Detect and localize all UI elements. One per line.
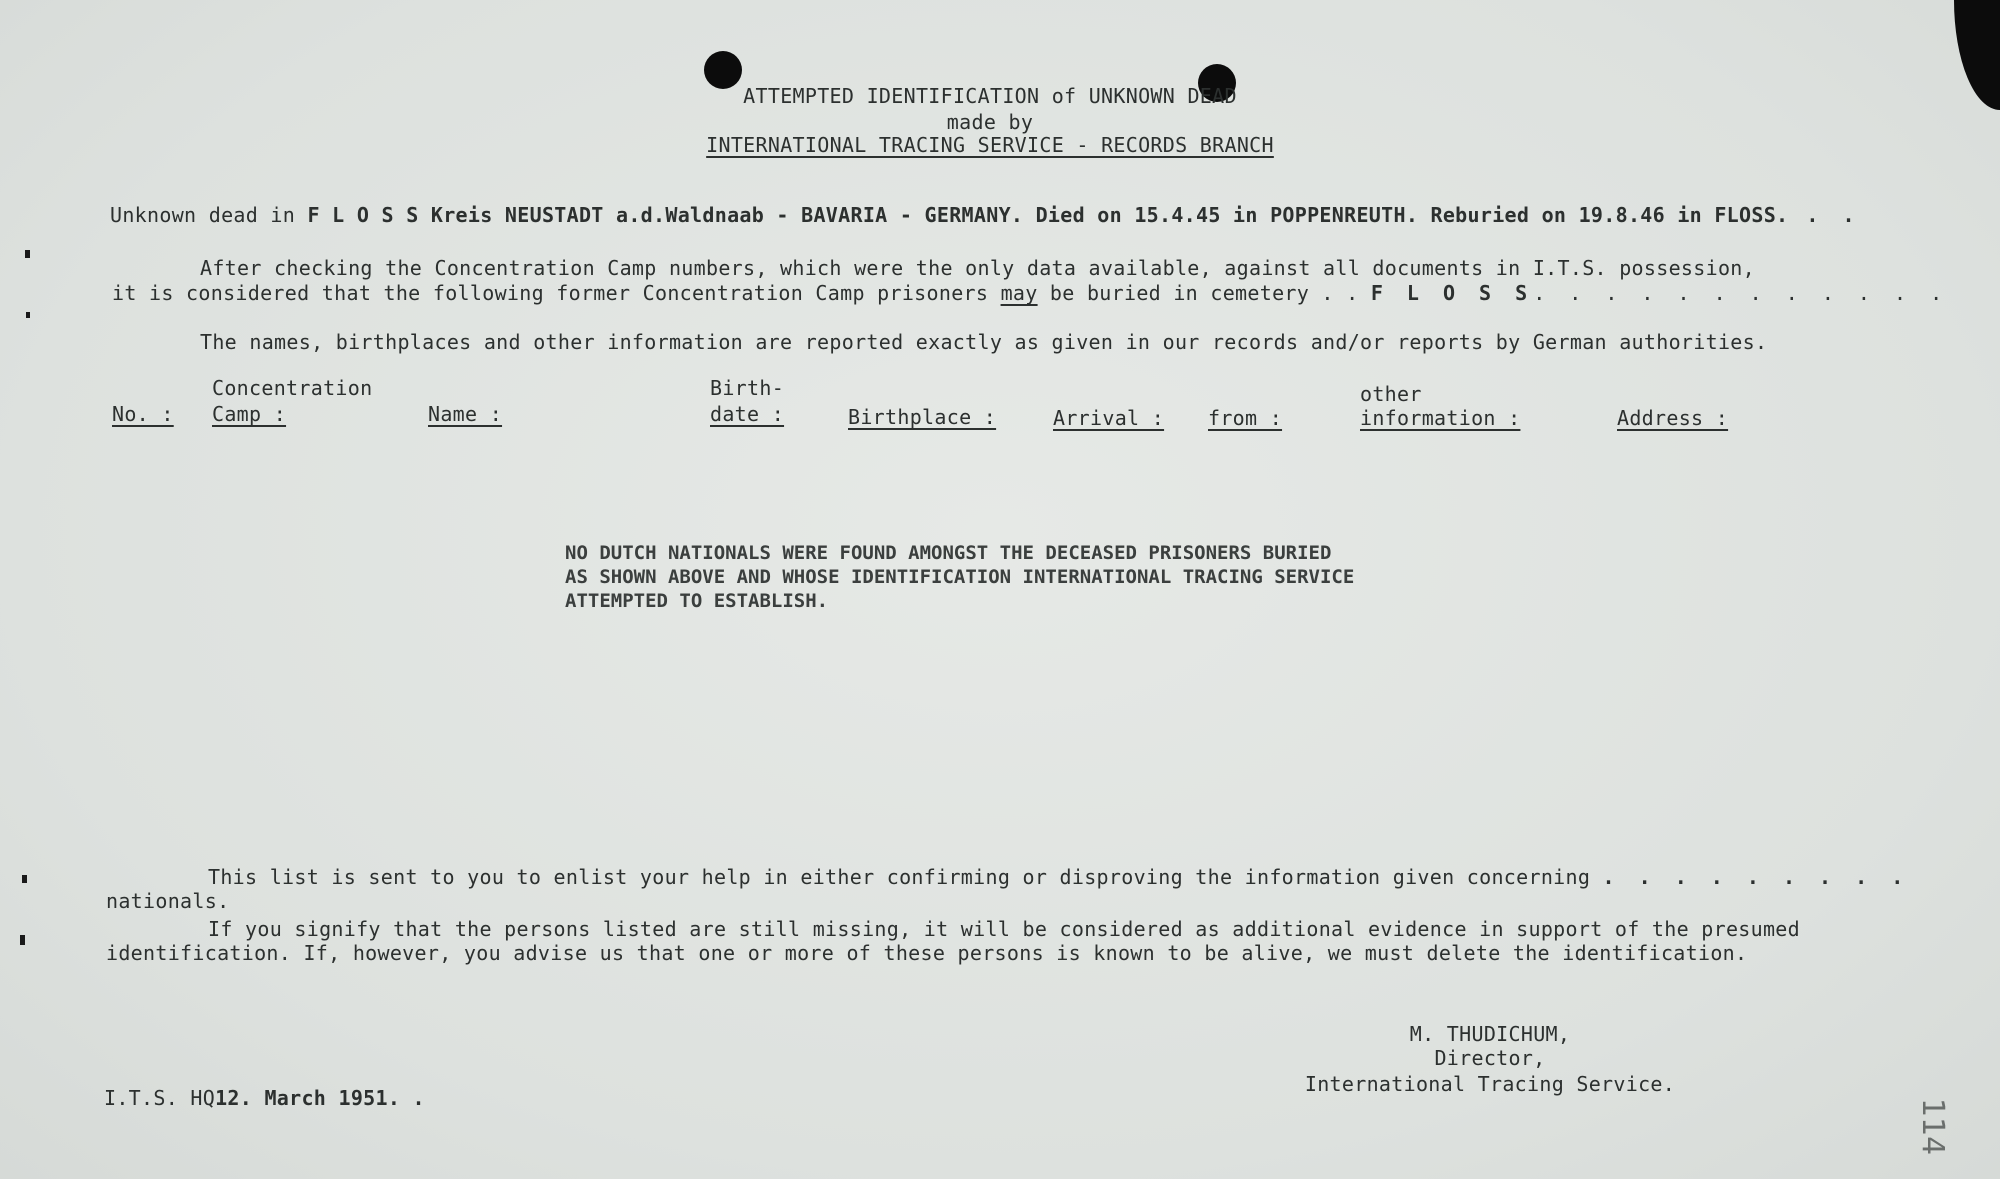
page-edge-shadow [1954, 0, 2000, 110]
unknown-dead-line: Unknown dead in F L O S S Kreis NEUSTADT a.d.Waldnaab - BAVARIA - GERMANY. Died on 15.4.45 in POPPENREUTH. Reburied on 19.8.46 in FLOSS. . . [110, 203, 1861, 227]
header-subtitle: made by [946, 110, 1034, 134]
column-header-no: No. : [112, 402, 174, 426]
column-header-address: Address : [1617, 406, 1729, 430]
paragraph-signify-line1: If you signify that the persons listed are still missing, it will be considered as additional evidence in support of the presumed [208, 917, 1800, 941]
header-organization: INTERNATIONAL TRACING SERVICE - RECORDS BRANCH [706, 133, 1274, 157]
footer-place-date: I.T.S. HQ12. March 1951. . [104, 1086, 425, 1110]
signatory-title: Director, [1434, 1046, 1546, 1070]
column-header-camp: Camp : [212, 402, 287, 426]
margin-mark [20, 935, 25, 945]
paragraph-checking-line2: it is considered that the following former Concentration Camp prisoners may be buried in cemetery . . F L O S S. . . . . . . . . . . . [112, 281, 1949, 305]
signatory-organization: International Tracing Service. [1304, 1072, 1676, 1096]
paragraph-signify-line2: identification. If, however, you advise us that one or more of these persons is known to be alive, we must delete the identification. [106, 941, 1748, 965]
column-header-camp-line1: Concentration [212, 376, 373, 400]
paragraph-enlist-help: This list is sent to you to enlist your help in either confirming or disproving the information given concerning . . . . . . . . . [208, 865, 1910, 889]
column-header-birthdate: date : [710, 402, 785, 426]
margin-mark [26, 312, 30, 318]
column-header-from: from : [1208, 406, 1283, 430]
margin-mark [22, 875, 27, 883]
paragraph-checking-line1: After checking the Concentration Camp numbers, which were the only data available, against all documents in I.T.S. possession, [200, 256, 1755, 280]
page-number-stamp: 114 [1915, 1098, 1950, 1156]
column-header-name: Name : [428, 402, 503, 426]
notice-no-dutch-nationals: NO DUTCH NATIONALS WERE FOUND AMONGST THE DECEASED PRISONERS BURIED AS SHOWN ABOVE AND WHOSE IDENTIFICATION INTERNATIONAL TRACING SERVICE ATTEMPTED TO ESTABLISH. [565, 542, 1355, 612]
header-title: ATTEMPTED IDENTIFICATION of UNKNOWN DEAD [743, 84, 1237, 108]
column-header-other-line1: other [1360, 382, 1422, 406]
paragraph-names-note: The names, birthplaces and other information are reported exactly as given in our records and/or reports by German authorities. [200, 330, 1768, 354]
column-header-birthdate-line1: Birth- [710, 376, 785, 400]
column-header-birthplace: Birthplace : [848, 405, 997, 429]
column-header-arrival: Arrival : [1053, 406, 1165, 430]
signatory-name: M. THUDICHUM, [1409, 1022, 1571, 1046]
margin-mark [25, 250, 30, 258]
column-header-other-information: information : [1360, 406, 1521, 430]
paragraph-enlist-help-cont: nationals. [106, 889, 230, 913]
